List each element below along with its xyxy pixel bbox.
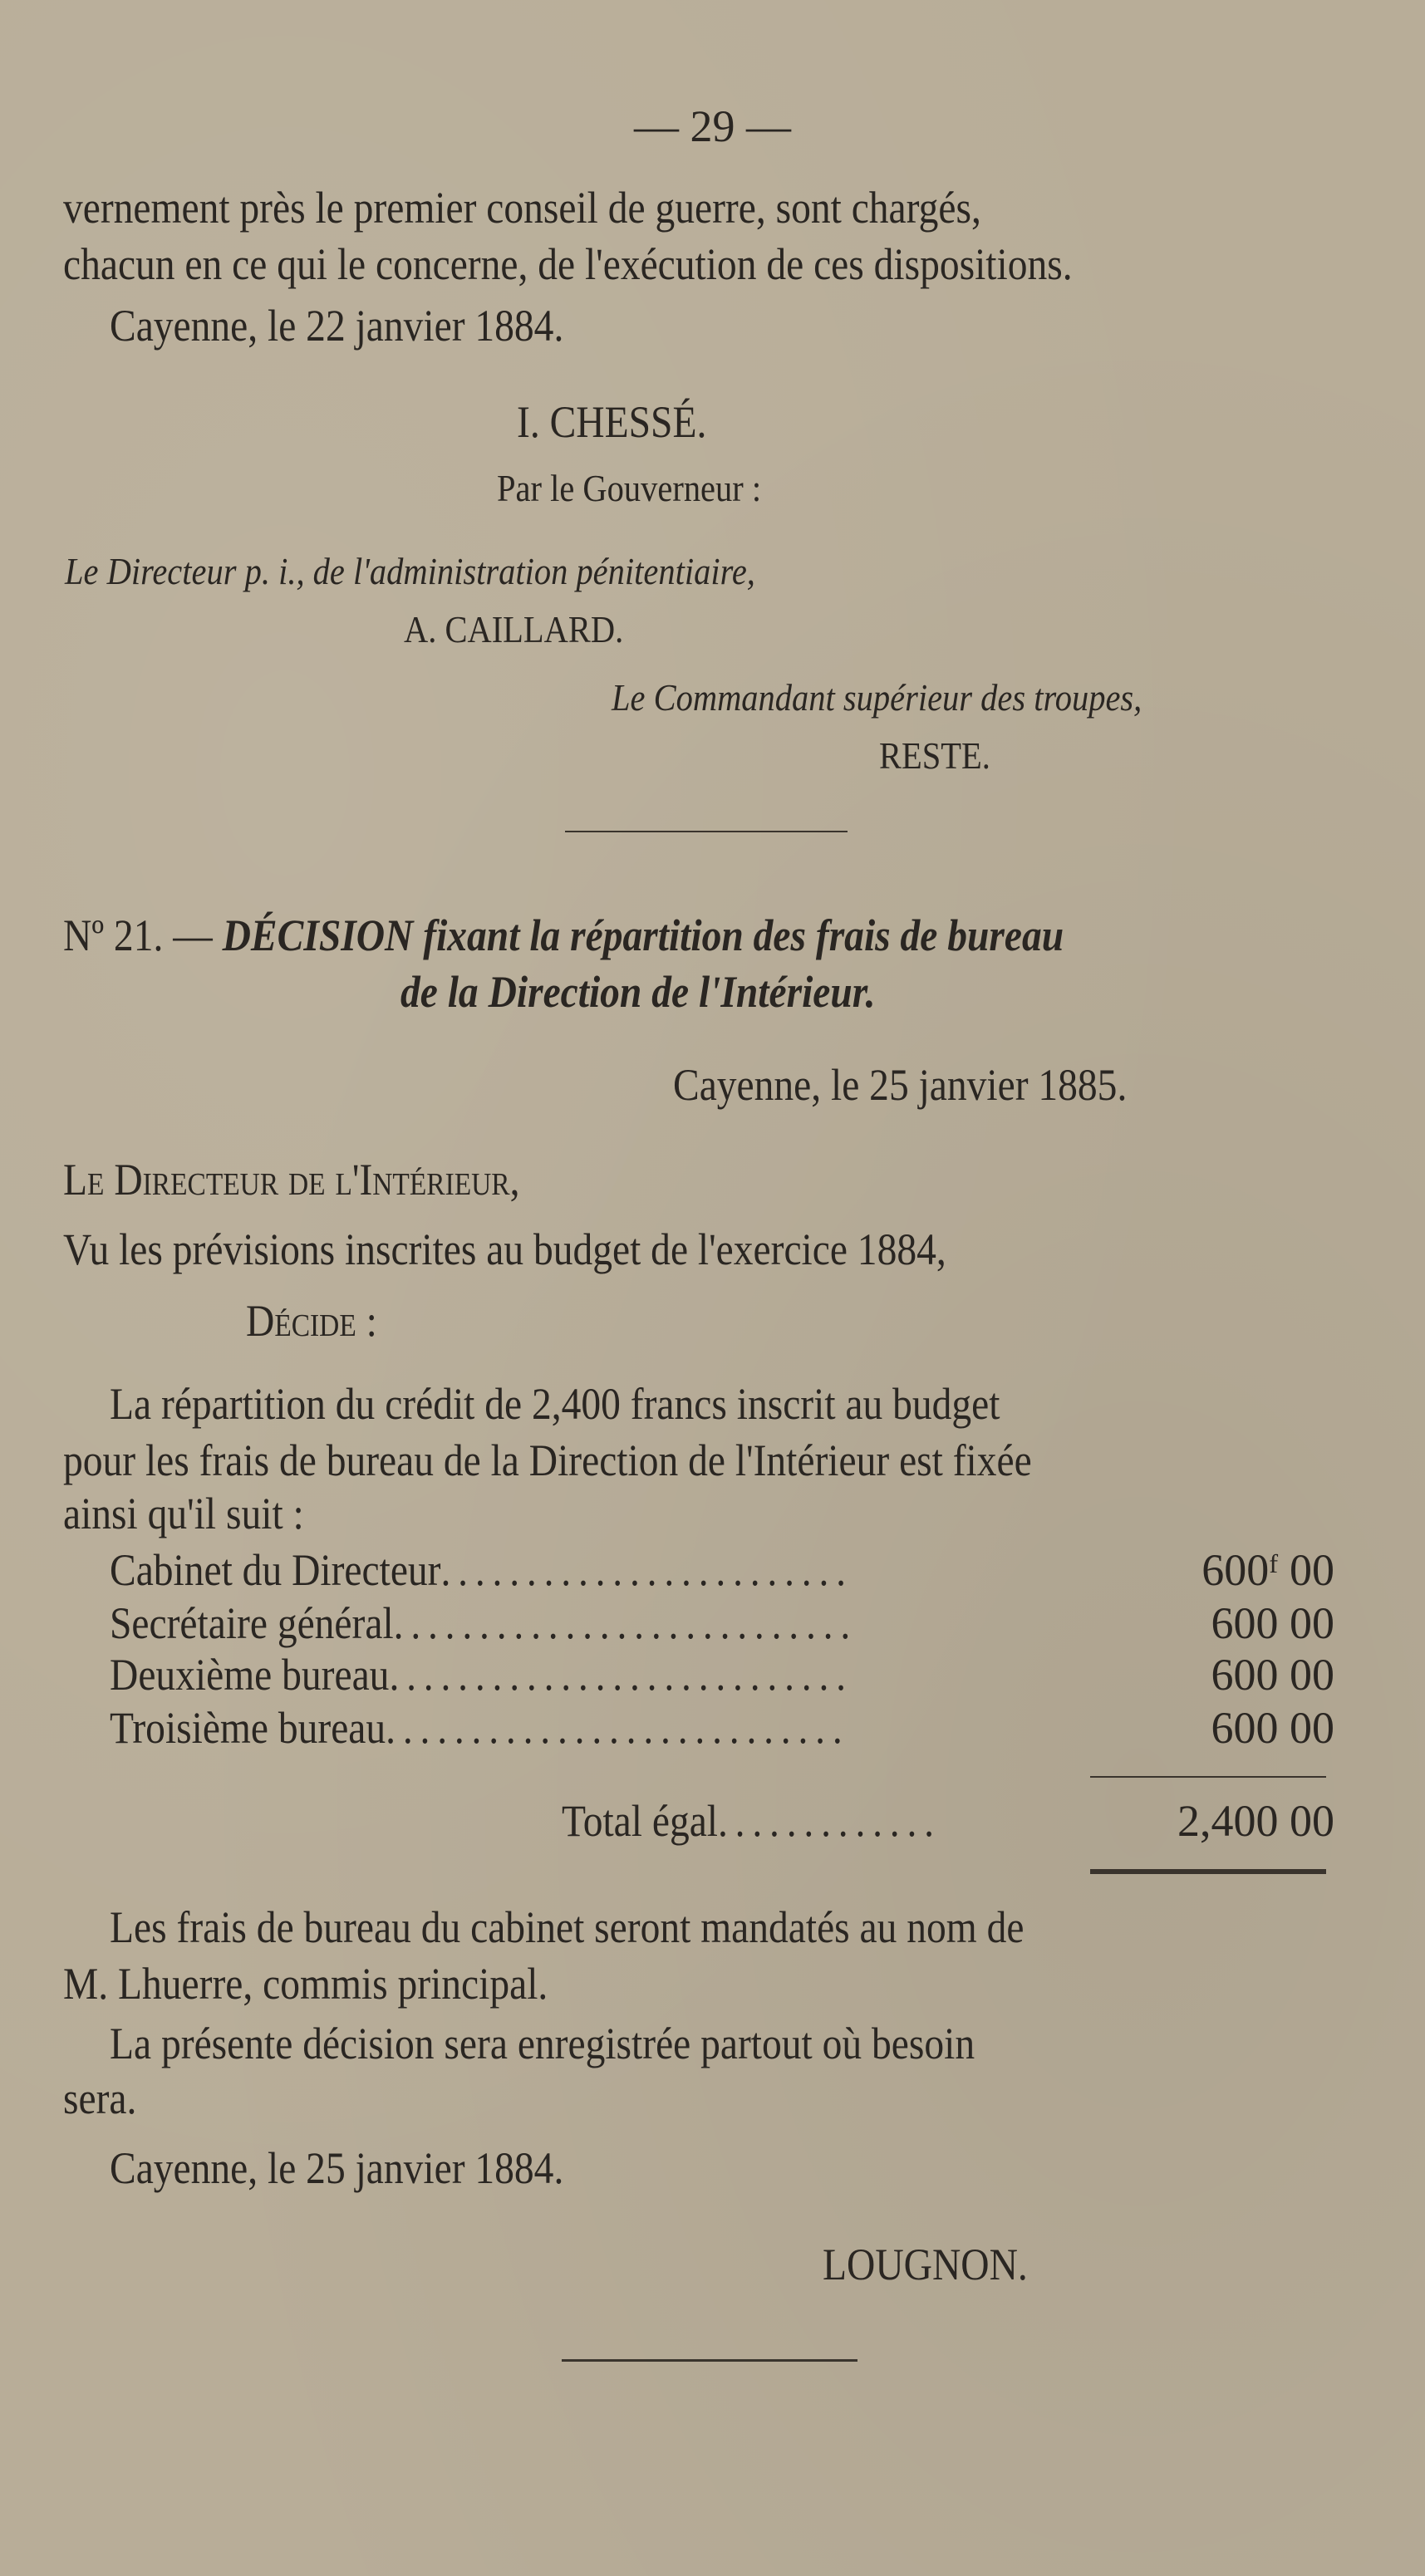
row-leaders: ........................... xyxy=(389,1650,853,1700)
row-leaders: ........................... xyxy=(386,1703,850,1753)
page-number: — 29 — xyxy=(634,101,791,151)
heading-dash: — xyxy=(173,910,213,960)
row-leaders: ........................... xyxy=(393,1598,858,1648)
decision-title-rest: fixant la répartition des frais de bureau xyxy=(423,910,1064,960)
total-label: Total égal xyxy=(562,1796,719,1846)
text-line: chacun en ce qui le concerne, de l'exécution de ces dispositions. xyxy=(63,239,1073,289)
decision-number: Nº 21. xyxy=(63,910,164,960)
date-line: Cayenne, le 22 janvier 1884. xyxy=(110,301,564,351)
closing-signature: LOUGNON. xyxy=(823,2240,1028,2289)
decision-title-line2: de la Direction de l'Intérieur. xyxy=(400,967,876,1017)
commander-name: RESTE. xyxy=(879,734,990,777)
text-line: vernement près le premier conseil de guerre, sont chargés, xyxy=(63,183,981,233)
table-row xyxy=(110,1703,850,1753)
section-divider xyxy=(565,831,848,832)
total-leaders: ............. xyxy=(718,1796,941,1846)
paragraph-line: La présente décision sera enregistrée partout où besoin xyxy=(110,2019,975,2068)
issuer-line: Le Directeur de l'Intérieur, xyxy=(63,1155,520,1205)
row-amount: 600 00 xyxy=(1211,1703,1334,1753)
table-row xyxy=(110,1545,853,1595)
row-label: Troisième bureau xyxy=(110,1703,386,1753)
row-amount: 600 00 xyxy=(1211,1650,1334,1700)
row-label: Secrétaire général xyxy=(110,1598,394,1648)
director-name: A. CAILLARD. xyxy=(404,608,624,650)
end-divider xyxy=(562,2359,857,2362)
paragraph-line: La répartition du crédit de 2,400 francs inscrit au budget xyxy=(110,1379,1000,1429)
row-amount: 600 00 xyxy=(1211,1598,1334,1648)
paragraph-line: M. Lhuerre, commis principal. xyxy=(63,1959,548,2009)
row-amount: 600ᶠ 00 xyxy=(1201,1545,1334,1595)
considering-line: Vu les prévisions inscrites au budget de l'exercice 1884, xyxy=(63,1224,946,1274)
paragraph-line: Les frais de bureau du cabinet seront mandatés au nom de xyxy=(110,1902,1025,1952)
signatory-name: I. CHESSÉ. xyxy=(517,397,707,447)
closing-date: Cayenne, le 25 janvier 1884. xyxy=(110,2143,564,2193)
decision-date: Cayenne, le 25 janvier 1885. xyxy=(673,1060,1128,1110)
row-leaders: ........................ xyxy=(440,1545,853,1595)
commander-title: Le Commandant supérieur des troupes, xyxy=(612,676,1142,719)
row-label: Deuxième bureau xyxy=(110,1650,390,1700)
total-rule xyxy=(1090,1776,1326,1778)
paragraph-line: ainsi qu'il suit : xyxy=(63,1489,304,1538)
total-amount: 2,400 00 xyxy=(1177,1796,1334,1846)
decision-title-word: DÉCISION xyxy=(222,910,414,960)
table-row xyxy=(110,1598,857,1648)
paragraph-line: sera. xyxy=(63,2073,137,2123)
table-row xyxy=(110,1650,853,1700)
paragraph-line: pour les frais de bureau de la Direction de l'Intérieur est fixée xyxy=(63,1435,1032,1485)
decision-heading xyxy=(63,910,1064,960)
row-label: Cabinet du Directeur xyxy=(110,1545,441,1595)
double-rule xyxy=(1090,1869,1326,1874)
total-row xyxy=(562,1796,941,1846)
director-title: Le Directeur p. i., de l'administration pénitentiaire, xyxy=(65,550,755,592)
by-governor-line: Par le Gouverneur : xyxy=(497,467,762,509)
decides-line: Décide : xyxy=(246,1296,377,1346)
